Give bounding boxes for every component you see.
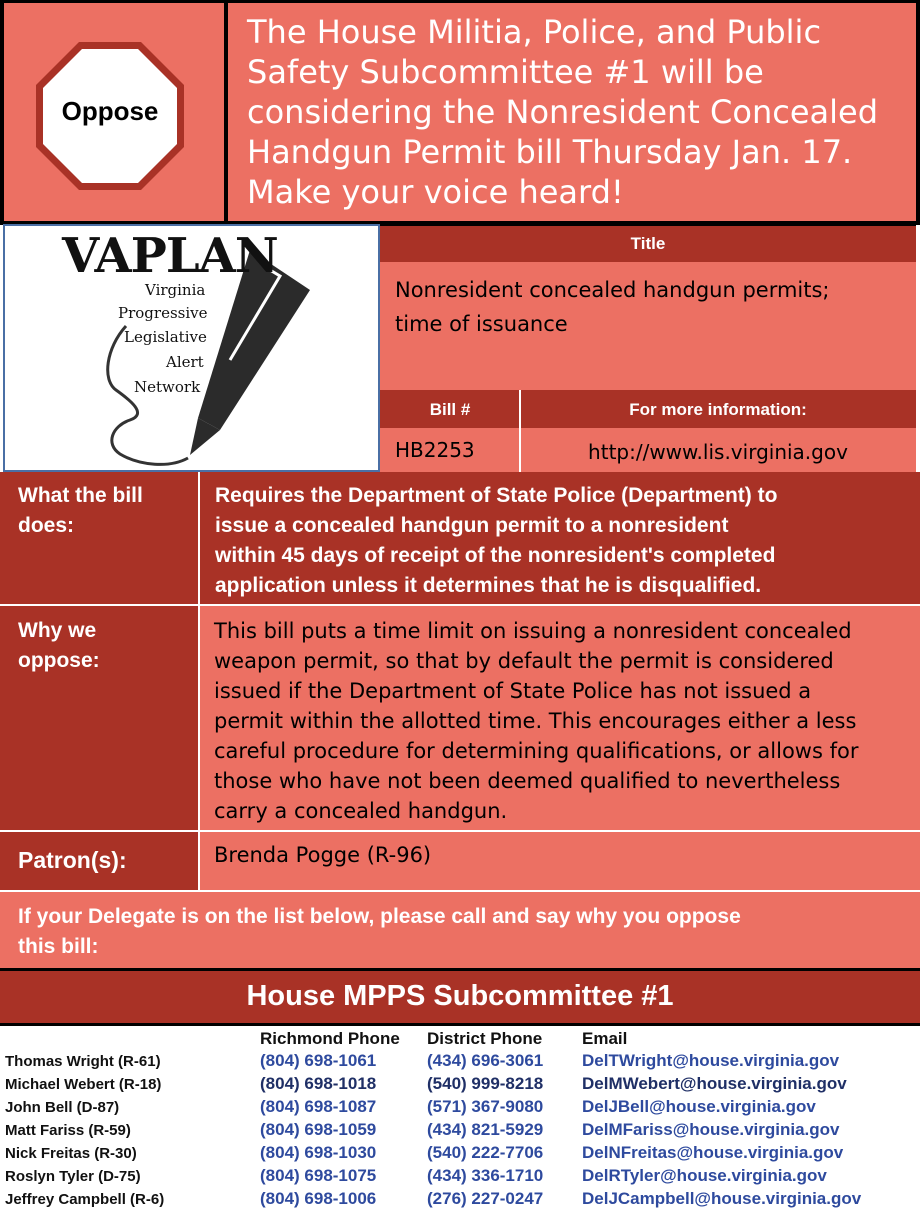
email-link[interactable]: DelMWebert@house.virginia.gov xyxy=(582,1074,847,1093)
district-phone[interactable]: (276) 227-0247 xyxy=(427,1189,544,1208)
does-text xyxy=(215,481,905,601)
headline-line: Safety Subcommittee #1 will be xyxy=(247,53,764,91)
does-line: within 45 days of receipt of the nonresident's completed xyxy=(215,544,776,567)
district-phone[interactable]: (434) 821-5929 xyxy=(427,1120,544,1139)
headline-line: Make your voice heard! xyxy=(247,173,624,211)
richmond-phone[interactable]: (804) 698-1006 xyxy=(260,1189,377,1208)
district-phone[interactable]: (434) 336-1710 xyxy=(427,1166,544,1185)
header-border-top xyxy=(0,0,920,3)
headline xyxy=(247,12,909,212)
header-divider xyxy=(224,0,228,224)
richmond-phone[interactable]: (804) 698-1018 xyxy=(260,1074,377,1093)
why-line: those who have not been deemed qualified to nevertheless xyxy=(214,769,841,793)
bill-title-line: Nonresident concealed handgun permits; xyxy=(395,278,830,302)
does-line: Requires the Department of State Police (Department) to xyxy=(215,484,778,507)
header-border-right xyxy=(916,0,920,224)
bill-number: HB2253 xyxy=(395,438,475,462)
more-info-link[interactable]: http://www.lis.virginia.gov xyxy=(588,440,848,464)
headline-line: The House Militia, Police, and Public xyxy=(247,13,822,51)
headline-line: considering the Nonresident Concealed xyxy=(247,93,878,131)
patron-label: Patron(s): xyxy=(18,847,127,873)
richmond-phone[interactable]: (804) 698-1087 xyxy=(260,1097,377,1116)
title-label: Title xyxy=(630,234,666,253)
why-label-line: oppose: xyxy=(18,649,100,672)
header-district-phone: District Phone xyxy=(427,1029,543,1048)
why-line: This bill puts a time limit on issuing a nonresident concealed xyxy=(214,619,852,643)
logo-line: Legislative xyxy=(124,328,207,346)
richmond-phone[interactable]: (804) 698-1061 xyxy=(260,1051,377,1070)
delegate-name: Thomas Wright (R-61) xyxy=(5,1053,161,1070)
delegate-name: Roslyn Tyler (D-75) xyxy=(5,1168,141,1185)
bill-title xyxy=(395,273,895,341)
email-link[interactable]: DelMFariss@house.virginia.gov xyxy=(582,1120,840,1139)
district-phone[interactable]: (540) 999-8218 xyxy=(427,1074,544,1093)
delegate-name: Jeffrey Campbell (R-6) xyxy=(5,1191,165,1208)
why-line: weapon permit, so that by default the permit is considered xyxy=(214,649,834,673)
why-line: carry a concealed handgun. xyxy=(214,799,508,823)
call-to-action xyxy=(18,902,908,962)
logo-line: Network xyxy=(134,378,201,396)
why-label xyxy=(18,616,100,676)
why-line: issued if the Department of State Police has not issued a xyxy=(214,679,812,703)
logo-line: Virginia xyxy=(145,281,206,299)
logo-line: Alert xyxy=(166,353,204,371)
why-line: careful procedure for determining qualifications, or allows for xyxy=(214,739,859,763)
does-divider xyxy=(198,472,200,604)
email-link[interactable]: DelNFreitas@house.virginia.gov xyxy=(582,1143,844,1162)
delegate-name: Nick Freitas (R-30) xyxy=(5,1145,137,1162)
email-link[interactable]: DelJCampbell@house.virginia.gov xyxy=(582,1189,862,1208)
patron-name: Brenda Pogge (R-96) xyxy=(214,843,432,867)
subcommittee-title: House MPPS Subcommittee #1 xyxy=(246,980,674,1012)
logo-line: Progressive xyxy=(118,304,208,322)
district-phone[interactable]: (540) 222-7706 xyxy=(427,1143,544,1162)
logo-title: VAPLAN xyxy=(62,228,278,284)
does-line: application unless it determines that he is disqualified. xyxy=(215,574,762,597)
richmond-phone[interactable]: (804) 698-1059 xyxy=(260,1120,377,1139)
oppose-badge: Oppose xyxy=(61,96,159,126)
district-phone[interactable]: (434) 696-3061 xyxy=(427,1051,544,1070)
richmond-phone[interactable]: (804) 698-1030 xyxy=(260,1143,377,1162)
does-line: issue a concealed handgun permit to a nonresident xyxy=(215,514,729,537)
bill-number-label: Bill # xyxy=(429,400,471,419)
patron-divider xyxy=(198,832,200,890)
delegate-name: John Bell (D-87) xyxy=(5,1099,120,1116)
district-phone[interactable]: (571) 367-9080 xyxy=(427,1097,544,1116)
delegate-name: Matt Fariss (R-59) xyxy=(5,1122,131,1139)
call-line: this bill: xyxy=(18,935,99,958)
why-label-line: Why we xyxy=(18,619,97,642)
why-line: permit within the allotted time. This encourages either a less xyxy=(214,709,857,733)
email-link[interactable]: DelJBell@house.virginia.gov xyxy=(582,1097,816,1116)
delegate-name: Michael Webert (R-18) xyxy=(5,1076,162,1093)
bill-title-line: time of issuance xyxy=(395,312,568,336)
header-email: Email xyxy=(582,1029,628,1048)
richmond-phone[interactable]: (804) 698-1075 xyxy=(260,1166,377,1185)
email-link[interactable]: DelRTyler@house.virginia.gov xyxy=(582,1166,827,1185)
headline-line: Handgun Permit bill Thursday Jan. 17. xyxy=(247,133,853,171)
does-label xyxy=(18,481,143,541)
why-text xyxy=(214,616,904,826)
more-info-label: For more information: xyxy=(629,400,807,419)
header-richmond-phone: Richmond Phone xyxy=(260,1029,400,1048)
email-link[interactable]: DelTWright@house.virginia.gov xyxy=(582,1051,840,1070)
header-border-left xyxy=(0,0,4,224)
why-divider xyxy=(198,606,200,830)
does-label-line: What the bill xyxy=(18,484,143,507)
call-line: If your Delegate is on the list below, please call and say why you oppose xyxy=(18,905,741,928)
does-label-line: does: xyxy=(18,514,75,537)
